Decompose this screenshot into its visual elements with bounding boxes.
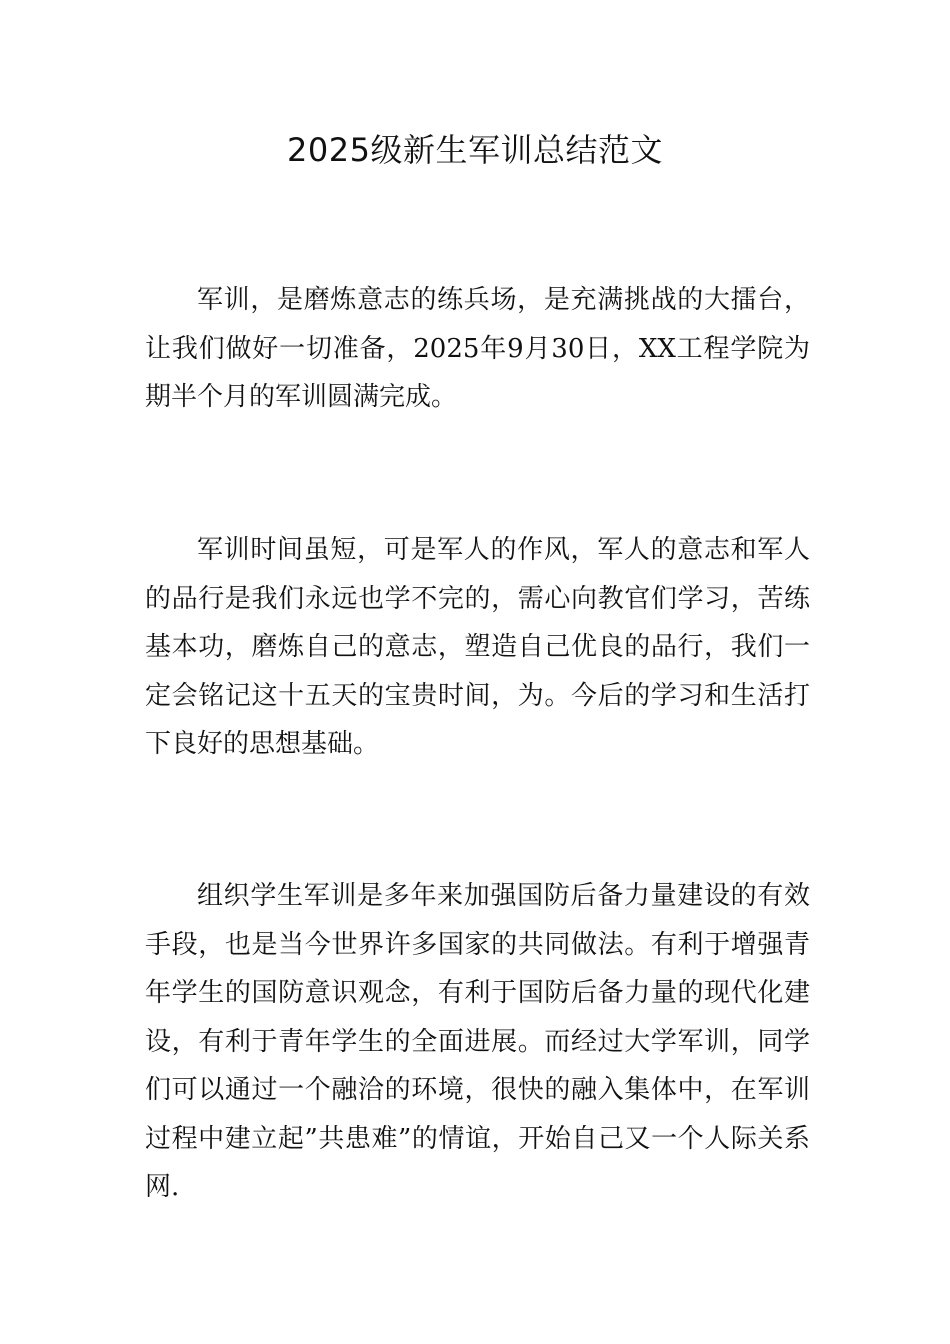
paragraph-2: 军训时间虽短，可是军人的作风，军人的意志和军人的品行是我们永远也学不完的，需心向教官们学习，苦练基本功，磨炼自己的意志，塑造自己优良的品行，我们一定会铭记这十五天的宝贵时间，为。今后的学习和生活打下良好的思想基础。 <box>145 535 810 759</box>
paragraph-1: 军训，是磨炼意志的练兵场，是充满挑战的大擂台，让我们做好一切准备，2025年9月30日，XX工程学院为期半个月的军训圆满完成。 <box>145 285 810 412</box>
document-title: 2025级新生军训总结范文 <box>287 131 663 169</box>
paragraph-3: 组织学生军训是多年来加强国防后备力量建设的有效手段，也是当今世界许多国家的共同做法。有利于增强青年学生的国防意识观念，有利于国防后备力量的现代化建设，有利于青年学生的全面进展。而经过大学军训，同学们可以通过一个融洽的环境，很快的融入集体中，在军训过程中建立起”共患难”的情谊，开始自己又一个人际关系网. <box>145 881 810 1202</box>
